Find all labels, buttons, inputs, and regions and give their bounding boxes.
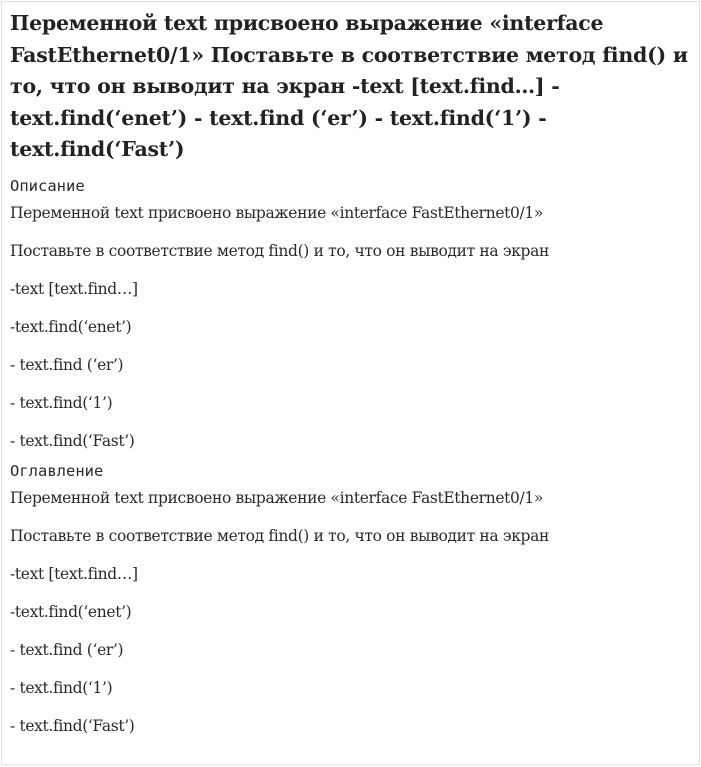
description-paragraph: -text.find(‘enet’) xyxy=(10,317,132,336)
contents-paragraph: -text [text.find…] xyxy=(10,564,138,583)
description-paragraph: Поставьте в соответствие метод find() и то, что он выводит на экран xyxy=(10,241,549,260)
contents-paragraph: - text.find (‘er’) xyxy=(10,640,124,659)
contents-paragraph: -text.find(‘enet’) xyxy=(10,602,132,621)
contents-paragraph: - text.find(‘Fast’) xyxy=(10,716,135,735)
article-card xyxy=(1,1,700,765)
description-paragraph: - text.find (‘er’) xyxy=(10,355,124,374)
page-title: Переменной text присвоено выражение «interface FastEthernet0/1» Поставьте в соответствие метод find() и то, что он выводит на экран -text [text.find…] -text.find(‘enet’) - text.find (‘er’) - text.find(‘1’) - text.find(‘Fast’) xyxy=(10,11,688,161)
description-heading: Описание xyxy=(10,176,85,195)
description-paragraph: -text [text.find…] xyxy=(10,279,138,298)
contents-paragraph: Поставьте в соответствие метод find() и то, что он выводит на экран xyxy=(10,526,549,545)
description-paragraph: - text.find(‘Fast’) xyxy=(10,431,135,450)
description-paragraph: - text.find(‘1’) xyxy=(10,393,113,412)
contents-heading: Оглавление xyxy=(10,461,104,480)
contents-paragraph: - text.find(‘1’) xyxy=(10,678,113,697)
description-paragraph: Переменной text присвоено выражение «interface FastEthernet0/1» xyxy=(10,203,544,222)
contents-paragraph: Переменной text присвоено выражение «interface FastEthernet0/1» xyxy=(10,488,544,507)
